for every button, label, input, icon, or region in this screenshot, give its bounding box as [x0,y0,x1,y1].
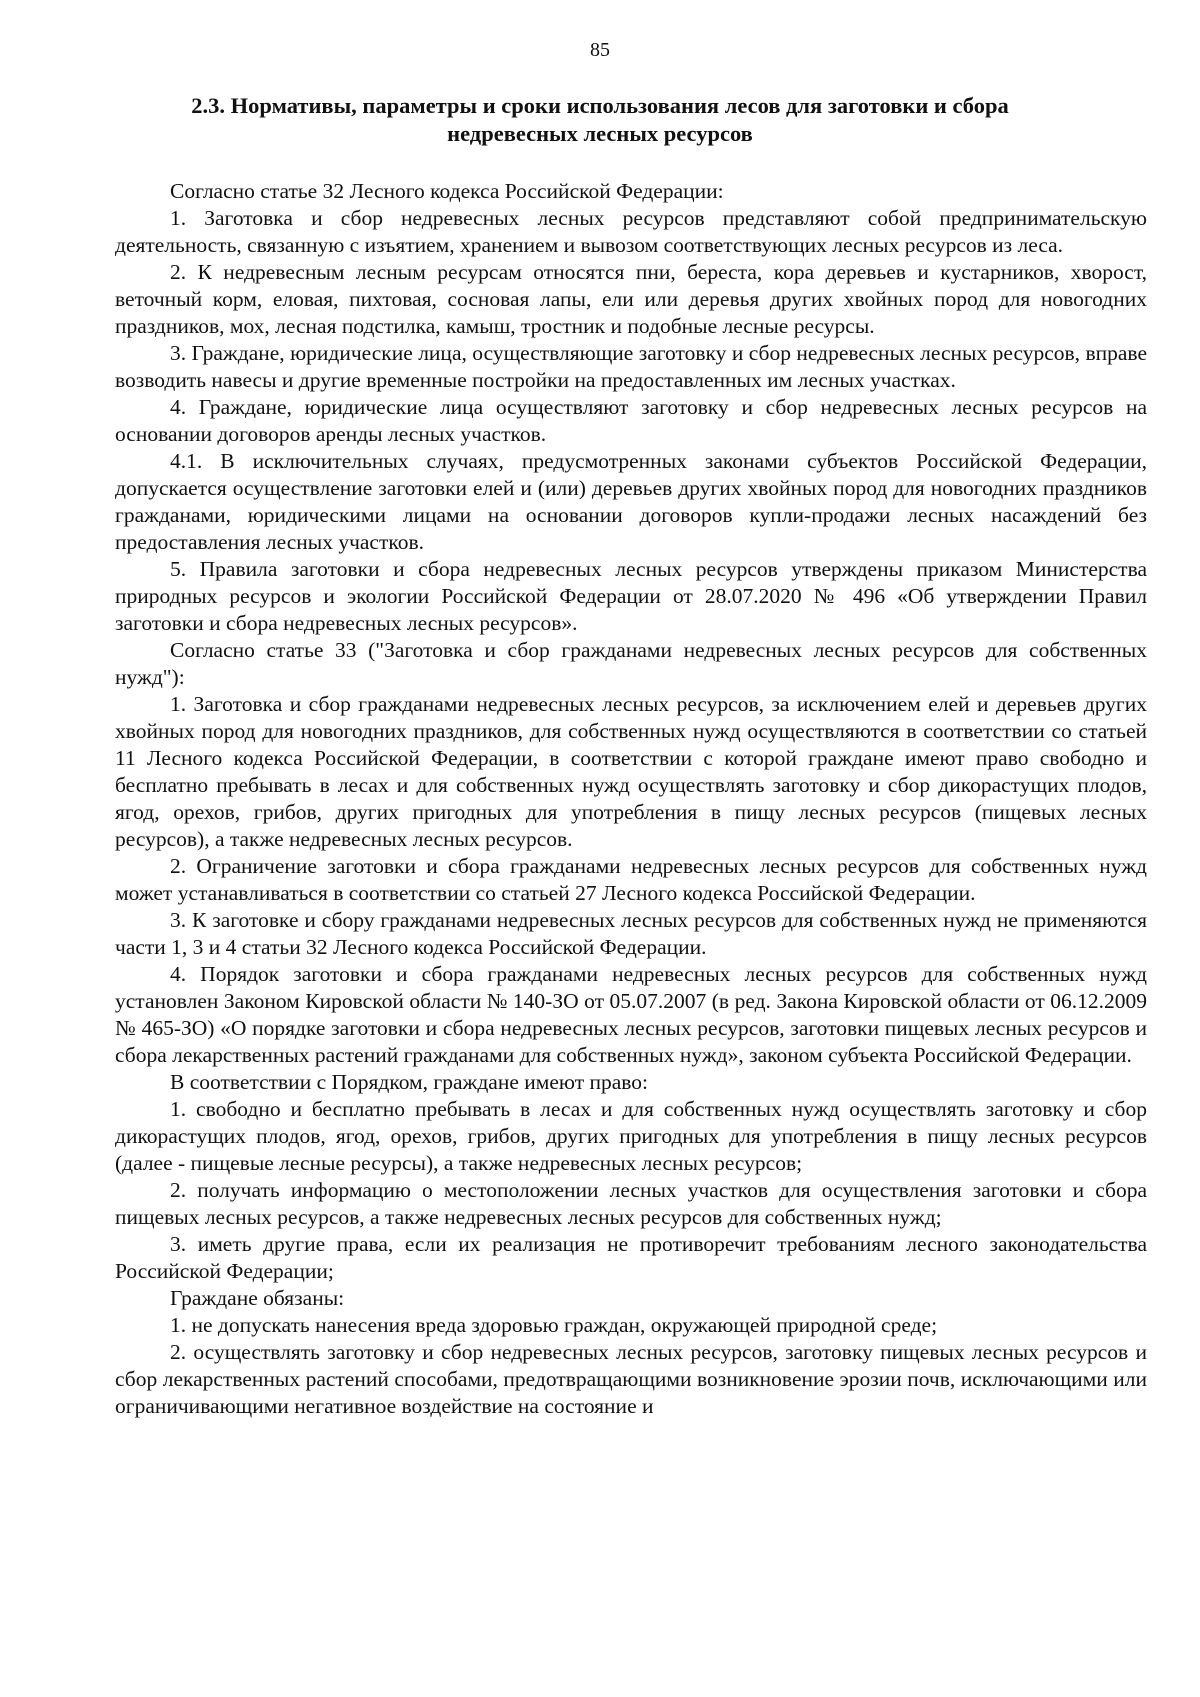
document-body [115,178,1147,1420]
section-heading-line-2: недревесных лесных ресурсов [447,121,753,146]
paragraph: 3. иметь другие права, если их реализация не противоречит требованиям лесного законодательства Российской Федерации; [115,1232,1147,1283]
paragraph: 1. Заготовка и сбор недревесных лесных ресурсов представляют собой предпринимательскую деятельность, связанную с изъятием, хранением и вывозом соответствующих лесных ресурсов из леса. [115,206,1147,257]
paragraph: 2. К недревесным лесным ресурсам относятся пни, береста, кора деревьев и кустарников, хворост, веточный корм, еловая, пихтовая, сосновая лапы, ели или деревья других хвойных пород для новогодних праздников, мох, лесная подстилка, камыш, тростник и подобные лесные ресурсы. [115,260,1147,338]
paragraph: 4. Граждане, юридические лица осуществляют заготовку и сбор недревесных лесных ресурсов на основании договоров аренды лесных участков. [115,395,1147,446]
paragraph: 2. осуществлять заготовку и сбор недревесных лесных ресурсов, заготовку пищевых лесных ресурсов и сбор лекарственных растений способами, предотвращающими возникновение эрозии почв, исключающими или ограничивающими негативное воздействие на состояние и [115,1340,1147,1418]
paragraph: Согласно статье 33 ("Заготовка и сбор гражданами недревесных лесных ресурсов для собственных нужд"): [115,638,1147,689]
paragraph: Граждане обязаны: [170,1286,345,1310]
paragraph: 1. не допускать нанесения вреда здоровью граждан, окружающей природной среде; [170,1313,938,1337]
section-heading [100,92,1100,148]
paragraph: 3. К заготовке и сбору гражданами недревесных лесных ресурсов для собственных нужд не применяются части 1, 3 и 4 статьи 32 Лесного кодекса Российской Федерации. [115,908,1147,959]
paragraph: 1. Заготовка и сбор гражданами недревесных лесных ресурсов, за исключением елей и деревьев других хвойных пород для новогодних праздников, для собственных нужд осуществляются в соответствии со статьей 11 Лесного кодекса Российской Федерации, в соответствии с которой граждане имеют право свободно и бесплатно пребывать в лесах и для собственных нужд осуществлять заготовку и сбор дикорастущих плодов, ягод, орехов, грибов, других пригодных для употребления в пищу лесных ресурсов (пищевых лесных ресурсов), а также недревесных лесных ресурсов. [115,692,1147,851]
page-number: 85 [590,39,610,61]
paragraph: Согласно статье 32 Лесного кодекса Российской Федерации: [170,179,724,203]
section-heading-line-1: 2.3. Нормативы, параметры и сроки использования лесов для заготовки и сбора [191,93,1009,118]
paragraph: 4.1. В исключительных случаях, предусмотренных законами субъектов Российской Федерации, допускается осуществление заготовки елей и (или) деревьев других хвойных пород для новогодних праздников гражданами, юридическими лицами на основании договоров купли-продажи лесных насаждений без предоставления лесных участков. [115,449,1147,554]
paragraph: 1. свободно и бесплатно пребывать в лесах и для собственных нужд осуществлять заготовку и сбор дикорастущих плодов, ягод, орехов, грибов, других пригодных для употребления в пищу лесных ресурсов (далее - пищевые лесные ресурсы), а также недревесных лесных ресурсов; [115,1097,1147,1175]
paragraph: В соответствии с Порядком, граждане имеют право: [170,1070,648,1094]
paragraph: 2. Ограничение заготовки и сбора гражданами недревесных лесных ресурсов для собственных нужд может устанавливаться в соответствии со статьей 27 Лесного кодекса Российской Федерации. [115,854,1147,905]
paragraph: 3. Граждане, юридические лица, осуществляющие заготовку и сбор недревесных лесных ресурсов, вправе возводить навесы и другие временные постройки на предоставленных им лесных участках. [115,341,1147,392]
paragraph: 5. Правила заготовки и сбора недревесных лесных ресурсов утверждены приказом Министерства природных ресурсов и экологии Российской Федерации от 28.07.2020 № 496 «Об утверждении Правил заготовки и сбора недревесных лесных ресурсов». [115,557,1147,635]
paragraph: 4. Порядок заготовки и сбора гражданами недревесных лесных ресурсов для собственных нужд установлен Законом Кировской области № 140-ЗО от 05.07.2007 (в ред. Закона Кировской области от 06.12.2009 № 465-ЗО) «О порядке заготовки и сбора недревесных лесных ресурсов, заготовки пищевых лесных ресурсов и сбора лекарственных растений гражданами для собственных нужд», законом субъекта Российской Федерации. [115,962,1147,1067]
paragraph: 2. получать информацию о местоположении лесных участков для осуществления заготовки и сбора пищевых лесных ресурсов, а также недревесных лесных ресурсов для собственных нужд; [115,1178,1147,1229]
